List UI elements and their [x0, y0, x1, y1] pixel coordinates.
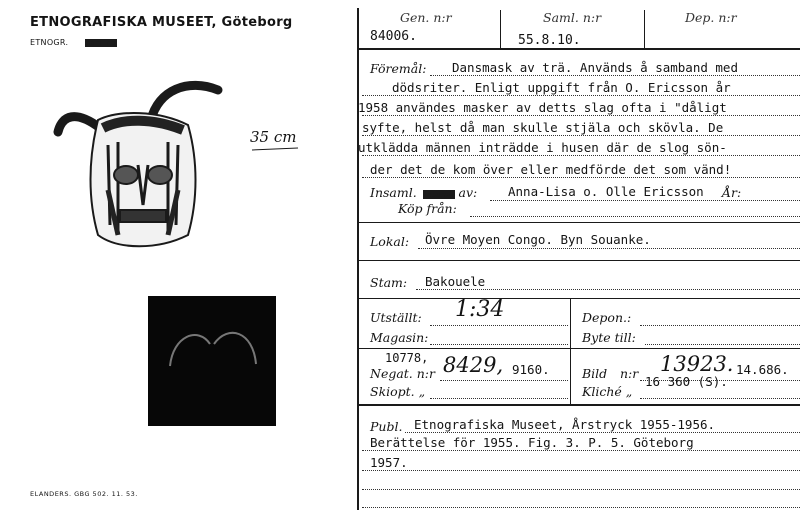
dep-label: Dep. n:r: [685, 10, 737, 25]
stam-rule: [359, 298, 800, 299]
department-redacted: samling: [86, 39, 116, 47]
header-divider-1: [500, 10, 501, 48]
printer-mark: ELANDERS. GBG 502. 11. 53.: [30, 490, 138, 498]
foremal-line-2: dödsriter. Enligt uppgift från O. Ericsson år: [392, 80, 731, 95]
kliche-label: Kliché „: [582, 384, 633, 399]
header-rule: [359, 48, 800, 50]
negat-hand: 8429,: [443, 353, 504, 377]
size-underline: [250, 145, 300, 155]
negat-value-2: 9160.: [512, 362, 550, 377]
publ-line-1: Etnografiska Museet, Årstryck 1955-1956.: [414, 417, 716, 432]
foremal-line-3: 1958 användes masker av detts slag ofta i "dåligt: [358, 100, 727, 115]
saml-label: Saml. n:r: [543, 10, 602, 25]
saml-value: 55.8.10.: [518, 33, 581, 48]
insaml-label-text: Insaml.: [370, 185, 417, 200]
insaml-redacted: Insaml.: [423, 190, 454, 199]
bild-value-2: 16 360 (S).: [645, 374, 728, 389]
museum-name: ETNOGRAFISKA MUSEET, Göteborg: [30, 15, 293, 30]
bild-nr-label: n:r: [620, 366, 639, 381]
foremal-line-5: utklädda männen inträdde i husen där de slog sön-: [358, 140, 727, 155]
depon-label: Depon.:: [582, 310, 632, 325]
bild-label: Bild: [582, 366, 608, 381]
utstallt-divider: [570, 298, 571, 348]
stam-label: Stam:: [370, 275, 408, 290]
byte-label: Byte till:: [582, 330, 636, 345]
mask-face-icon: [91, 113, 196, 246]
lokal-label: Lokal:: [370, 234, 410, 249]
publ-label: Publ.: [370, 419, 403, 434]
stam-value: Bakouele: [425, 274, 486, 289]
insaml-label: [370, 185, 477, 200]
insaml-rule: [359, 222, 800, 223]
negat-rule: [359, 404, 800, 406]
foremal-line-6: der det de kom över eller medförde det som vänd!: [370, 162, 732, 177]
bild-hand: 13923.: [660, 352, 734, 376]
mask-photo: [148, 296, 276, 426]
lokal-rule: [359, 260, 800, 261]
magasin-label: Magasin:: [370, 330, 429, 345]
negat-value-top: 10778,: [385, 351, 429, 365]
negat-label: Negat. n:r: [370, 366, 435, 381]
foremal-dots: [430, 75, 800, 76]
lokal-value: Övre Moyen Congo. Byn Souanke.: [425, 232, 651, 247]
skiopt-label: Skiopt. „: [370, 384, 426, 399]
ar-label: År:: [722, 185, 742, 200]
mask-drawing: [48, 70, 258, 260]
foremal-line-4: syfte, helst då man skulle stjäla och skövla. De: [362, 120, 724, 135]
publ-line-2: Berättelse för 1955. Fig. 3. P. 5. Göteborg: [370, 435, 694, 450]
gen-value: 84006.: [370, 29, 417, 44]
publ-line-3: 1957.: [370, 455, 408, 470]
foremal-line-1: Dansmask av trä. Används å samband med: [452, 60, 738, 75]
negat-divider: [570, 348, 571, 404]
bild-value: 14.686.: [736, 362, 789, 377]
header-divider-2: [644, 10, 645, 48]
utstallt-rule: [359, 348, 800, 349]
department-label: [30, 38, 117, 47]
card-left-border: [357, 8, 359, 510]
department-text: ETNOGR.: [30, 38, 69, 47]
utstallt-value: 1:34: [455, 297, 505, 322]
kop-label: Köp från:: [398, 201, 457, 216]
gen-label: Gen. n:r: [400, 10, 452, 25]
photo-horns-icon: [148, 296, 276, 426]
utstallt-label: Utställt:: [370, 310, 422, 325]
foremal-label: Föremål:: [370, 61, 427, 76]
size-note: 35 cm: [250, 128, 297, 146]
insaml-value: Anna-Lisa o. Olle Ericsson: [508, 184, 704, 199]
insaml-av: av:: [458, 185, 478, 200]
